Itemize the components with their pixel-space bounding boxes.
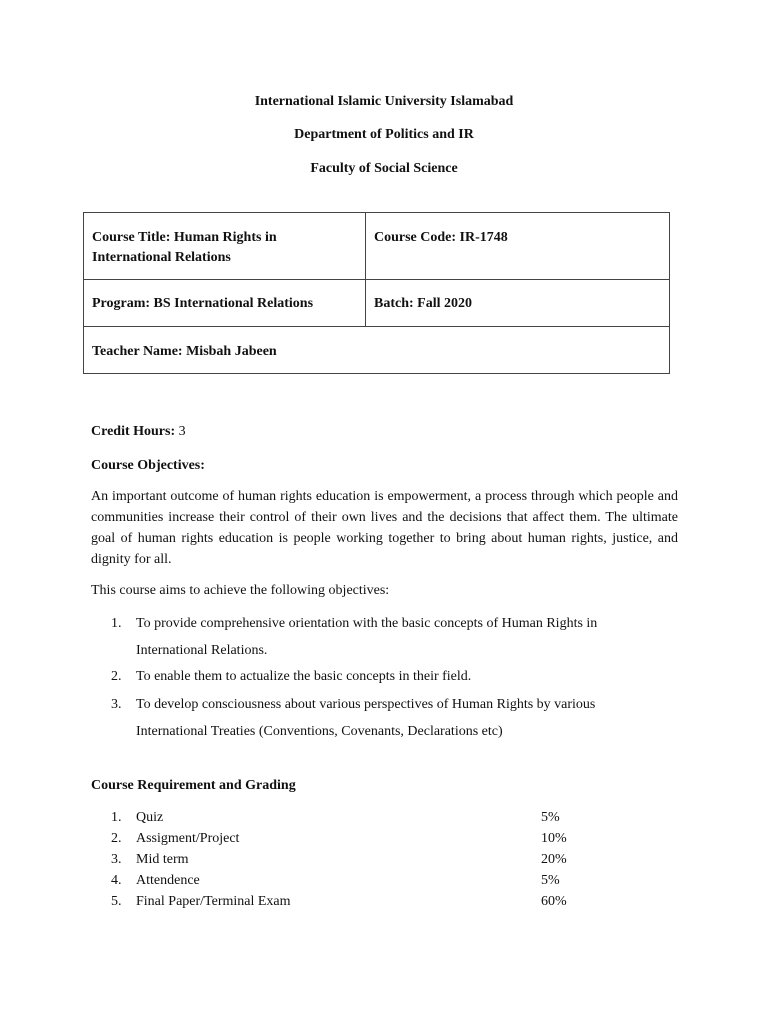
table-row	[84, 327, 670, 374]
grade-percentage: 20%	[541, 852, 567, 867]
list-item: To provide comprehensive orientation with the basic concepts of Human Rights in International Relations.	[136, 616, 598, 658]
grade-item-name: Quiz	[136, 810, 164, 825]
objectives-lead: This course aims to achieve the following objectives:	[91, 583, 390, 598]
course-code-cell: Course Code: IR-1748	[366, 213, 670, 280]
table-row	[84, 280, 670, 327]
grade-number: 4.	[111, 873, 122, 888]
course-title-cell: Course Title: Human Rights in International Relations	[84, 213, 366, 280]
grade-number: 1.	[111, 810, 122, 825]
grading-heading: Course Requirement and Grading	[91, 778, 296, 793]
list-item	[0, 894, 768, 914]
credit-hours-line	[91, 424, 186, 440]
list-item	[0, 831, 768, 851]
faculty-name: Faculty of Social Science	[310, 161, 458, 176]
teacher-cell: Teacher Name: Misbah Jabeen	[84, 327, 670, 374]
list-item-number: 3.	[111, 697, 122, 712]
grade-percentage: 5%	[541, 810, 560, 825]
credit-hours-value: 3	[178, 424, 186, 439]
program-cell: Program: BS International Relations	[84, 280, 366, 327]
list-item-number: 2.	[111, 669, 122, 684]
list-item: To develop consciousness about various perspectives of Human Rights by various International Treaties (Conventions, Covenants, Declarations etc)	[136, 697, 596, 739]
grade-percentage: 60%	[541, 894, 567, 909]
credit-hours-label: Credit Hours:	[91, 424, 176, 439]
objectives-intro: An important outcome of human rights education is empowerment, a process through which people and communities increase their control of their own lives and the decisions that affect them. The ultimate goal of human rights education is people working together to bring about human rights, justice, and dignity for all.	[91, 489, 678, 567]
list-item	[0, 810, 768, 830]
grade-number: 2.	[111, 831, 122, 846]
grade-number: 3.	[111, 852, 122, 867]
course-info-table	[83, 212, 670, 374]
university-name: International Islamic University Islamabad	[254, 94, 514, 109]
list-item	[0, 873, 768, 893]
grade-percentage: 5%	[541, 873, 560, 888]
objectives-heading: Course Objectives:	[91, 458, 205, 473]
table-row	[84, 213, 670, 280]
list-item-number: 1.	[111, 616, 122, 631]
batch-cell: Batch: Fall 2020	[366, 280, 670, 327]
department-name: Department of Politics and IR	[294, 127, 474, 142]
list-item: To enable them to actualize the basic concepts in their field.	[136, 669, 472, 684]
grade-item-name: Attendence	[136, 873, 200, 888]
grade-item-name: Mid term	[136, 852, 189, 867]
list-item	[0, 852, 768, 872]
grade-percentage: 10%	[541, 831, 567, 846]
grade-item-name: Assigment/Project	[136, 831, 240, 846]
grade-number: 5.	[111, 894, 122, 909]
grade-item-name: Final Paper/Terminal Exam	[136, 894, 291, 909]
